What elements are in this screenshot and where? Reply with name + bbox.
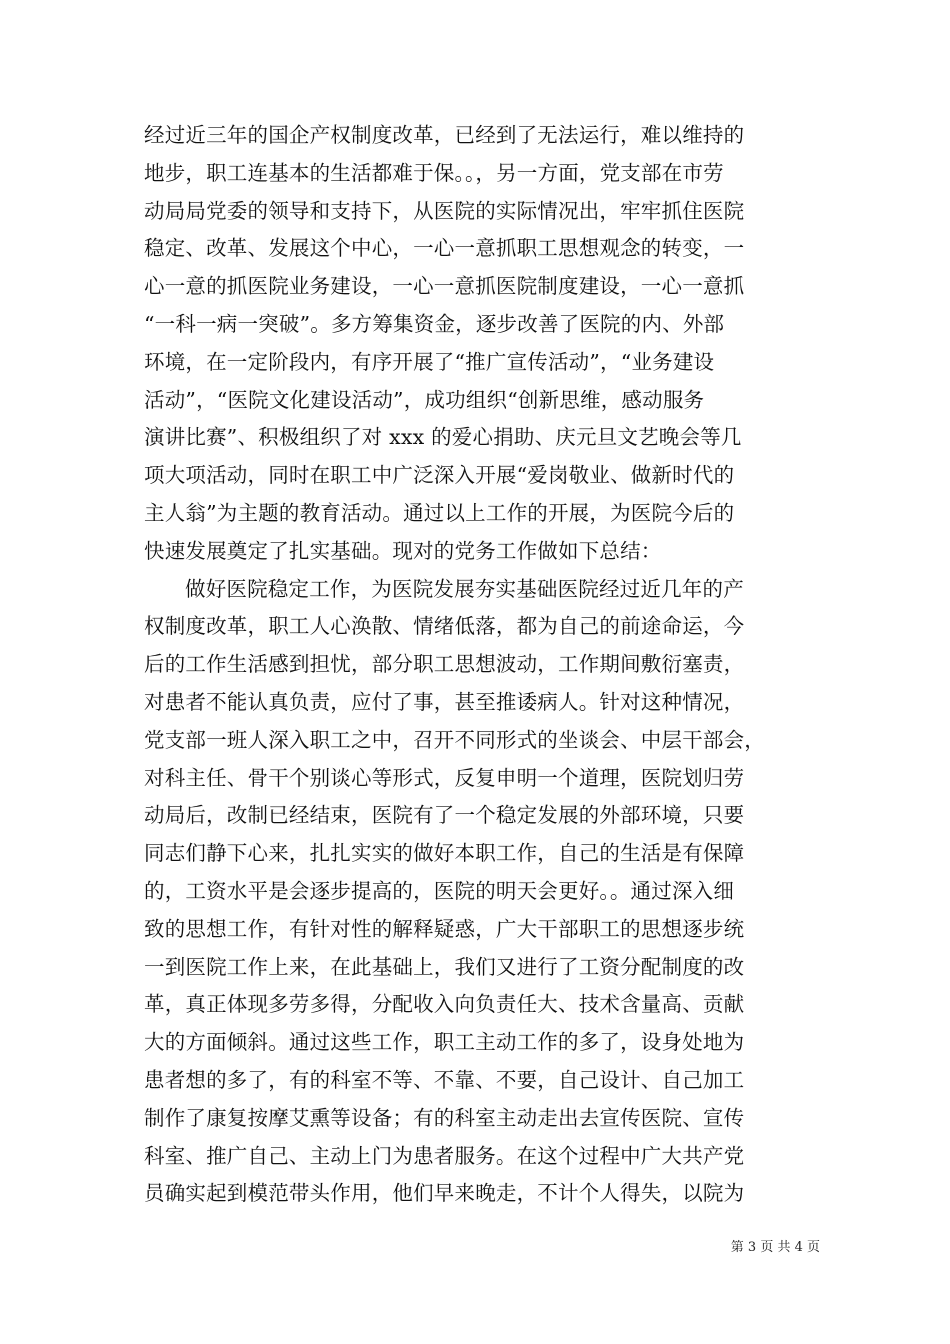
text-line: 党支部一班人深入职工之中，召开不同形式的坐谈会、中层干部会，	[144, 727, 765, 752]
page-number-footer: 第 3 页 共 4 页	[730, 1240, 820, 1255]
text-line: 动局后，改制已经结束，医院有了一个稳定发展的外部环境，只要	[144, 803, 745, 828]
text-line: 动局局党委的领导和支持下，从医院的实际情况出，牢牢抓住医院	[144, 198, 745, 223]
text-line: 对患者不能认真负责，应付了事，甚至推诿病人。针对这种情况，	[144, 689, 745, 714]
text-line: 经过近三年的国企产权制度改革，已经到了无法运行，难以维持的	[144, 123, 745, 147]
text-line: 一到医院工作上来，在此基础上，我们又进行了工资分配制度的改	[144, 954, 745, 979]
body-text	[144, 117, 824, 1213]
text-line: 心一意的抓医院业务建设，一心一意抓医院制度建设，一心一意抓	[144, 274, 745, 299]
text-line: 对科主任、骨干个别谈心等形式，反复申明一个道理，医院划归劳	[144, 765, 745, 790]
text-line: 权制度改革，职工人心涣散、情绪低落，都为自己的前途命运，今	[144, 614, 745, 639]
text-line: 活动”，“医院文化建设活动”，成功组织“创新思维，感动服务	[144, 387, 705, 412]
text-line: 演讲比赛”、积极组织了对 xxx 的爱心捐助、庆元旦文艺晚会等几	[144, 425, 742, 450]
text-line: 项大项活动，同时在职工中广泛深入开展“爱岗敬业、做新时代的	[144, 463, 735, 488]
text-line: 科室、推广自己、主动上门为患者服务。在这个过程中广大共产党	[144, 1143, 745, 1168]
text-line: 革，真正体现多劳多得，分配收入向负责任大、技术含量高、贡献	[144, 992, 745, 1017]
text-line: 大的方面倾斜。通过这些工作，职工主动工作的多了，设身处地为	[144, 1030, 745, 1055]
text-line: “一科一病一突破”。多方筹集资金，逐步改善了医院的内、外部	[144, 311, 725, 336]
text-line: 制作了康复按摩艾熏等设备；有的科室主动走出去宣传医院、宣传	[144, 1105, 745, 1130]
text-line: 后的工作生活感到担忧，部分职工思想波动，工作期间敷衍塞责，	[144, 652, 745, 677]
text-line: 做好医院稳定工作，为医院发展夯实基础医院经过近几年的产	[185, 576, 744, 601]
text-line: 稳定、改革、发展这个中心，一心一意抓职工思想观念的转变，一	[144, 236, 745, 261]
text-line: 同志们静下心来，扎扎实实的做好本职工作，自己的生活是有保障	[144, 841, 745, 866]
text-line: 环境，在一定阶段内，有序开展了“推广宣传活动”，“业务建设	[144, 349, 715, 374]
text-line: 主人翁”为主题的教育活动。通过以上工作的开展，为医院今后的	[144, 500, 735, 525]
text-line: 快速发展奠定了扎实基础。现对的党务工作做如下总结：	[144, 538, 662, 563]
text-line: 员确实起到模范带头作用，他们早来晚走，不计个人得失，以院为	[144, 1181, 745, 1206]
text-line: 地步，职工连基本的生活都难于保。。，另一方面，党支部在市劳	[144, 160, 724, 185]
text-line: 致的思想工作，有针对性的解释疑惑，广大干部职工的思想逐步统	[144, 916, 745, 941]
text-line: 的，工资水平是会逐步提高的，医院的明天会更好。。通过深入细	[144, 878, 735, 903]
text-line: 患者想的多了，有的科室不等、不靠、不要，自己设计、自己加工	[144, 1067, 745, 1092]
